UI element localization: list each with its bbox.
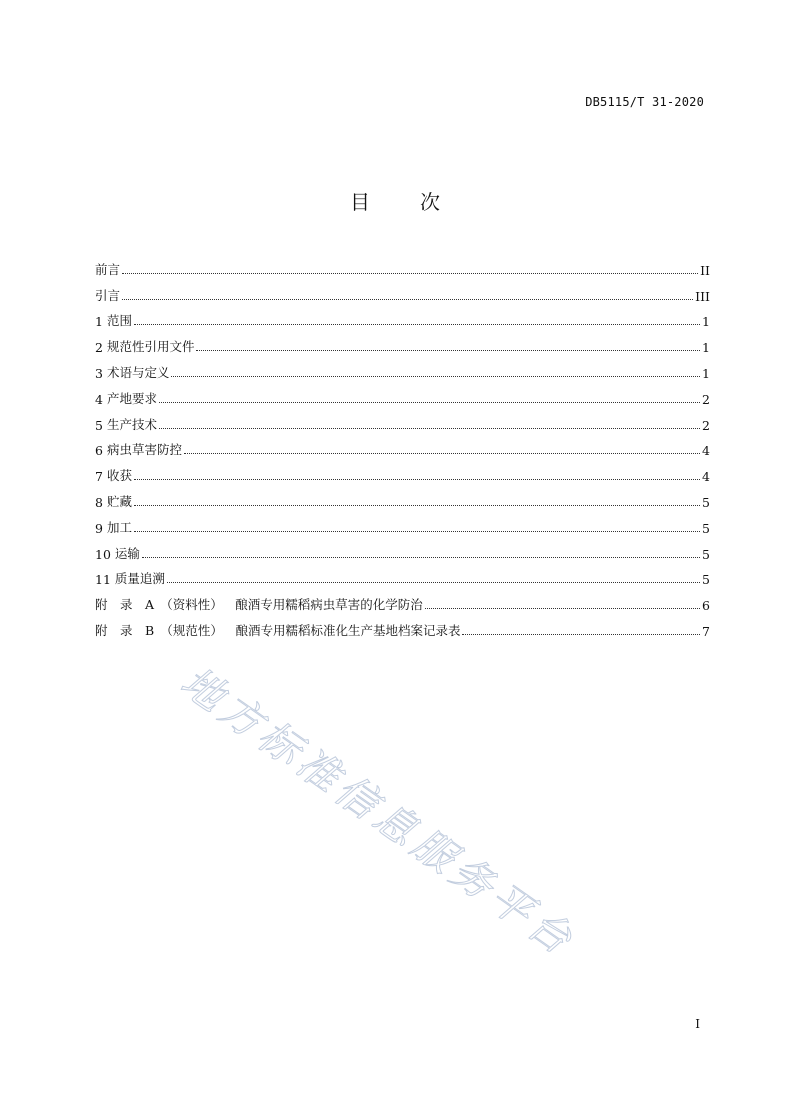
leader-dots <box>184 452 700 454</box>
toc-entry-9[interactable] <box>95 510 710 536</box>
toc-entry-text: 酿酒专用糯稻病虫草害的化学防治 <box>235 597 423 613</box>
leader-dots <box>159 427 700 429</box>
toc-title-left: 目 <box>350 190 372 214</box>
toc-entry-page: 5 <box>702 494 710 510</box>
toc-entry-page: 7 <box>702 623 710 639</box>
toc-entry-foreword[interactable] <box>95 252 710 278</box>
leader-dots <box>134 504 700 506</box>
toc-entry-number: 9 <box>95 520 103 536</box>
toc-entry-number: 11 <box>95 572 111 588</box>
toc-entry-page: 6 <box>702 598 710 614</box>
toc-entry-5[interactable] <box>95 407 710 433</box>
toc-entry-number: 5 <box>95 417 103 433</box>
toc-entry-number: 7 <box>95 469 103 485</box>
toc-entry-appendix-b[interactable] <box>95 613 710 639</box>
toc-entry-number: 附 录 A （资料性） <box>95 597 223 613</box>
table-of-contents <box>95 252 710 639</box>
toc-entry-page: 1 <box>702 365 710 381</box>
toc-entry-page: III <box>695 288 710 304</box>
toc-entry-text: 运输 <box>114 545 140 561</box>
toc-entry-introduction[interactable] <box>95 278 710 304</box>
toc-entry-10[interactable] <box>95 536 710 562</box>
toc-entry-page: II <box>700 262 710 278</box>
toc-entry-number: 8 <box>95 494 103 510</box>
toc-entry-8[interactable] <box>95 484 710 510</box>
toc-entry-text: 范围 <box>106 313 132 329</box>
toc-entry-number: 10 <box>95 546 111 562</box>
toc-entry-page: 4 <box>702 469 710 485</box>
leader-dots <box>196 349 700 351</box>
leader-dots <box>134 323 700 325</box>
toc-entry-page: 2 <box>702 417 710 433</box>
toc-entry-text: 酿酒专用糯稻标准化生产基地档案记录表 <box>235 622 461 638</box>
leader-dots <box>134 530 700 532</box>
toc-entry-number: 附 录 B （规范性） <box>95 622 223 638</box>
toc-entry-page: 5 <box>702 572 710 588</box>
toc-entry-page: 2 <box>702 391 710 407</box>
toc-entry-number: 4 <box>95 391 103 407</box>
leader-dots <box>122 298 693 300</box>
toc-entry-text: 产地要求 <box>106 390 157 406</box>
watermark: 地方标准信息服务平台 <box>172 657 585 967</box>
leader-dots <box>134 478 700 480</box>
toc-entry-page: 1 <box>702 340 710 356</box>
toc-entry-number: 6 <box>95 443 103 459</box>
document-code: DB5115/T 31-2020 <box>585 95 704 109</box>
leader-dots <box>122 272 698 274</box>
toc-entry-appendix-a[interactable] <box>95 587 710 613</box>
toc-entry-text: 收获 <box>106 468 132 484</box>
toc-entry-page: 5 <box>702 520 710 536</box>
toc-entry-7[interactable] <box>95 458 710 484</box>
toc-entry-1[interactable] <box>95 304 710 330</box>
leader-dots <box>159 401 700 403</box>
toc-entry-text: 前言 <box>95 261 121 277</box>
toc-entry-text: 质量追溯 <box>114 571 165 587</box>
toc-entry-text: 病虫草害防控 <box>106 442 182 458</box>
toc-entry-page: 1 <box>702 314 710 330</box>
leader-dots <box>171 375 700 377</box>
toc-entry-4[interactable] <box>95 381 710 407</box>
page-number: I <box>695 1017 700 1031</box>
leader-dots <box>462 633 700 635</box>
toc-entry-number: 2 <box>95 340 103 356</box>
toc-entry-number: 1 <box>95 314 103 330</box>
toc-entry-text: 引言 <box>95 287 121 303</box>
toc-entry-3[interactable] <box>95 355 710 381</box>
toc-entry-11[interactable] <box>95 562 710 588</box>
toc-entry-page: 4 <box>702 443 710 459</box>
leader-dots <box>167 581 700 583</box>
leader-dots <box>142 556 700 558</box>
toc-entry-text: 规范性引用文件 <box>106 339 195 355</box>
toc-entry-number: 3 <box>95 365 103 381</box>
toc-title-right: 次 <box>420 190 442 214</box>
toc-entry-text: 术语与定义 <box>106 364 170 380</box>
leader-dots <box>425 607 700 609</box>
toc-entry-page: 5 <box>702 546 710 562</box>
toc-entry-6[interactable] <box>95 433 710 459</box>
toc-entry-text: 生产技术 <box>106 416 157 432</box>
toc-title <box>0 186 792 215</box>
toc-entry-2[interactable] <box>95 329 710 355</box>
toc-entry-text: 加工 <box>106 519 132 535</box>
toc-entry-text: 贮藏 <box>106 493 132 509</box>
